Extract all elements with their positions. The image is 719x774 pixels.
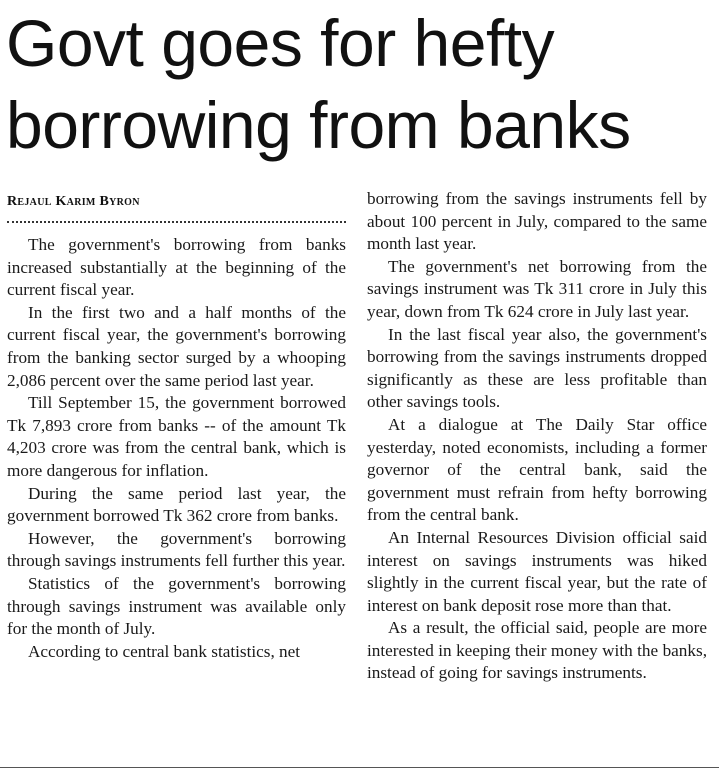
paragraph: The government's borrowing from banks increased substantially at the beginning of the current fiscal year. <box>7 235 346 300</box>
byline-divider <box>7 221 346 223</box>
bottom-divider <box>0 767 719 768</box>
byline: Rejaul Karim Byron <box>7 194 140 209</box>
headline <box>6 2 716 166</box>
paragraph: According to central bank statistics, net <box>28 641 301 661</box>
headline-line-1: Govt goes for hefty <box>6 6 555 80</box>
paragraph: However, the government's borrowing through savings instruments fell further this year. <box>7 528 346 571</box>
paragraph: At a dialogue at The Daily Star office yesterday, noted economists, including a former governor of the central bank, said the government must refrain from hefty borrowing from the central bank. <box>367 414 707 525</box>
article-column-right <box>367 188 707 685</box>
paragraph: During the same period last year, the government borrowed Tk 362 crore from banks. <box>7 483 346 526</box>
paragraph: Till September 15, the government borrowed Tk 7,893 crore from banks -- of the amount Tk 4,203 crore was from the central bank, which is more dangerous for inflation. <box>7 393 346 480</box>
paragraph: An Internal Resources Division official said interest on savings instruments was hiked slightly in the current fiscal year, but the rate of interest on bank deposit rose more than that. <box>367 527 707 615</box>
paragraph-continued: borrowing from the savings instruments fell by about 100 percent in July, compared to the same month last year. <box>367 189 707 254</box>
paragraph: Statistics of the government's borrowing through savings instrument was available only for the month of July. <box>7 573 346 639</box>
article-column-left <box>7 234 346 663</box>
paragraph: The government's net borrowing from the savings instrument was Tk 311 crore in July this year, down from Tk 624 crore in July last year. <box>367 256 707 321</box>
headline-line-2: borrowing from banks <box>6 88 631 162</box>
paragraph: In the first two and a half months of the current fiscal year, the government's borrowing from the banking sector surged by a whooping 2,086 percent over the same period last year. <box>7 302 346 390</box>
paragraph: As a result, the official said, people are more interested in keeping their money with the banks, instead of going for savings instruments. <box>367 618 707 683</box>
paragraph: In the last fiscal year also, the government's borrowing from the savings instruments dropped significantly as these are less profitable than other savings tools. <box>367 324 707 412</box>
